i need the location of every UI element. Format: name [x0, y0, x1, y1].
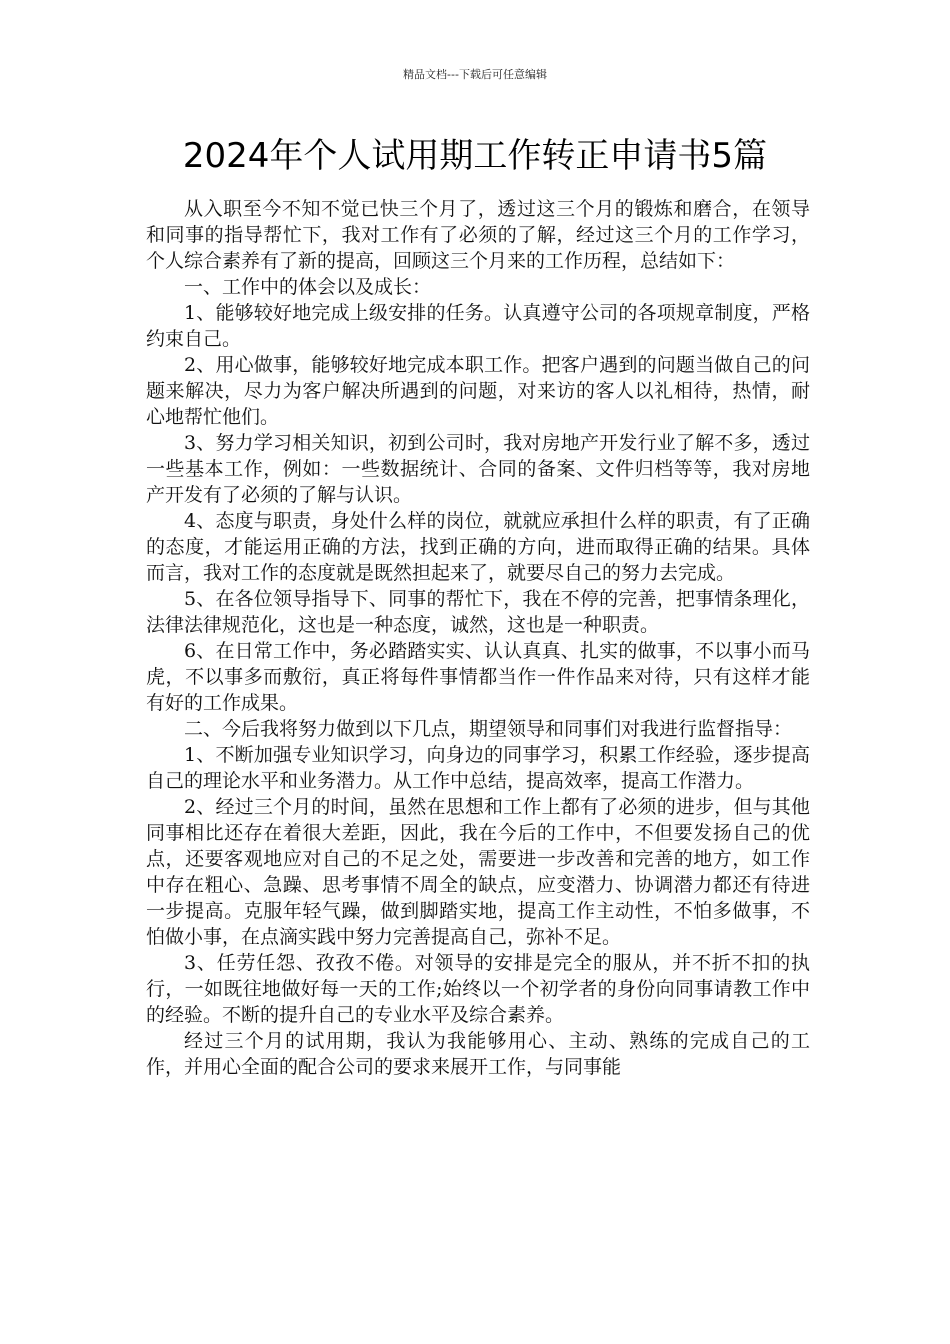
paragraph-item: 1、能够较好地完成上级安排的任务。认真遵守公司的各项规章制度，严格约束自己。 — [146, 302, 810, 350]
paragraph-item: 3、努力学习相关知识，初到公司时，我对房地产开发行业了解不多，透过一些基本工作，例如：一些数据统计、合同的备案、文件归档等等，我对房地产开发有了必须的了解与认识。 — [146, 432, 810, 506]
paragraph-item: 2、用心做事，能够较好地完成本职工作。把客户遇到的问题当做自己的问题来解决，尽力为客户解决所遇到的问题，对来访的客人以礼相待，热情，耐心地帮忙他们。 — [146, 354, 810, 428]
paragraph-item: 4、态度与职责，身处什么样的岗位，就就应承担什么样的职责，有了正确的态度，才能运用正确的方法，找到正确的方向，进而取得正确的结果。具体而言，我对工作的态度就是既然担起来了，就要尽自己的努力去完成。 — [146, 510, 810, 584]
paragraph-item: 6、在日常工作中，务必踏踏实实、认认真真、扎实的做事，不以事小而马虎，不以事多而敷衍，真正将每件事情都当作一件作品来对待，只有这样才能有好的工作成果。 — [146, 640, 810, 714]
paragraph-item: 5、在各位领导指导下、同事的帮忙下，我在不停的完善，把事情条理化，法律法律规范化，这也是一种态度，诚然，这也是一种职责。 — [146, 588, 810, 636]
paragraph-intro: 从入职至今不知不觉已快三个月了，透过这三个月的锻炼和磨合，在领导和同事的指导帮忙下，我对工作有了必须的了解，经过这三个月的工作学习，个人综合素养有了新的提高，回顾这三个月来的工作历程，总结如下： — [146, 198, 810, 272]
paragraph-item: 2、经过三个月的时间，虽然在思想和工作上都有了必须的进步，但与其他同事相比还存在着很大差距，因此，我在今后的工作中，不但要发扬自己的优点，还要客观地应对自己的不足之处，需要进一步改善和完善的地方，如工作中存在粗心、急躁、思考事情不周全的缺点，应变潜力、协调潜力都还有待进一步提高。克服年轻气躁，做到脚踏实地，提高工作主动性，不怕多做事，不怕做小事，在点滴实践中努力完善提高自己，弥补不足。 — [146, 796, 810, 948]
paragraph-conclusion: 经过三个月的试用期，我认为我能够用心、主动、熟练的完成自己的工作，并用心全面的配合公司的要求来展开工作，与同事能 — [146, 1030, 810, 1078]
document-body — [146, 196, 810, 1080]
section-heading-1: 一、工作中的体会以及成长： — [184, 276, 432, 298]
document-title: 2024年个人试用期工作转正申请书5篇 — [182, 136, 768, 176]
section-heading-2: 二、今后我将努力做到以下几点，期望领导和同事们对我进行监督指导： — [184, 718, 793, 740]
paragraph-item: 1、不断加强专业知识学习，向身边的同事学习，积累工作经验，逐步提高自己的理论水平和业务潜力。从工作中总结，提高效率，提高工作潜力。 — [146, 744, 810, 792]
page-header-note: 精品文档---下载后可任意编辑 — [403, 68, 547, 81]
paragraph-item: 3、任劳任怨、孜孜不倦。对领导的安排是完全的服从，并不折不扣的执行，一如既往地做好每一天的工作;始终以一个初学者的身份向同事请教工作中的经验。不断的提升自己的专业水平及综合素养。 — [146, 952, 810, 1026]
